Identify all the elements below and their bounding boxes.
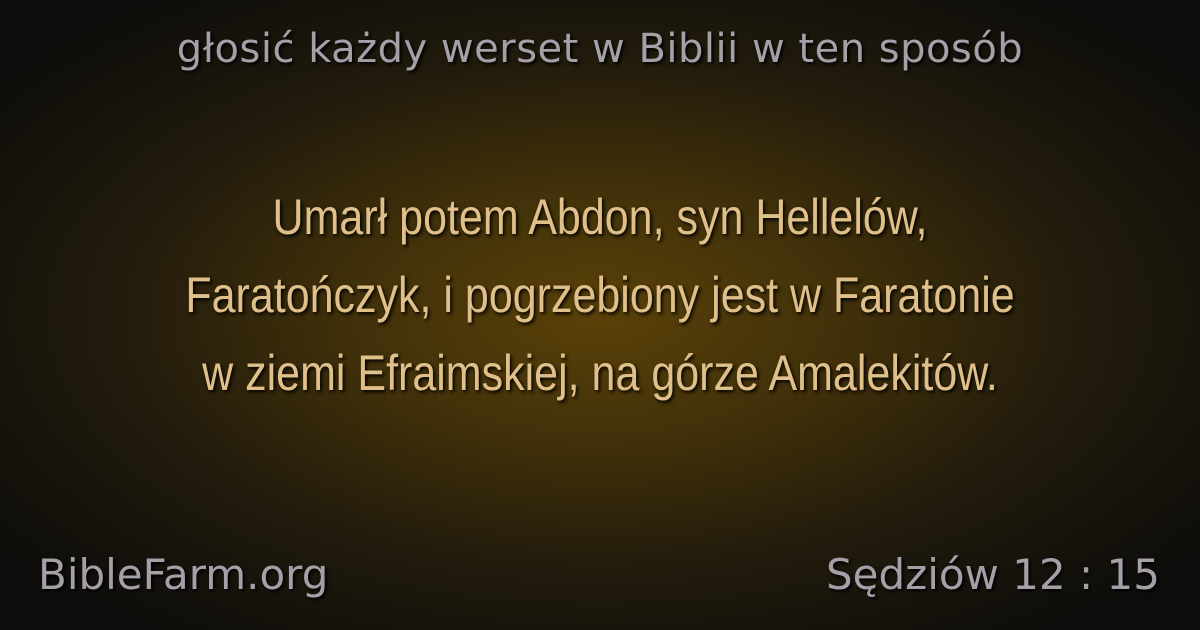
- verse-line: w ziemi Efraimskiej, na górze Amalekitów.: [202, 345, 998, 401]
- verse-line: Faratończyk, i pogrzebiony jest w Faratonie: [185, 267, 1015, 323]
- site-name: BibleFarm.org: [38, 550, 329, 599]
- verse-reference: Sędziów 12 : 15: [825, 550, 1160, 599]
- verse-text: [110, 178, 1090, 412]
- tagline: głosić każdy werset w Biblii w ten sposób: [176, 26, 1024, 72]
- verse-line: Umarł potem Abdon, syn Hellelów,: [272, 189, 928, 245]
